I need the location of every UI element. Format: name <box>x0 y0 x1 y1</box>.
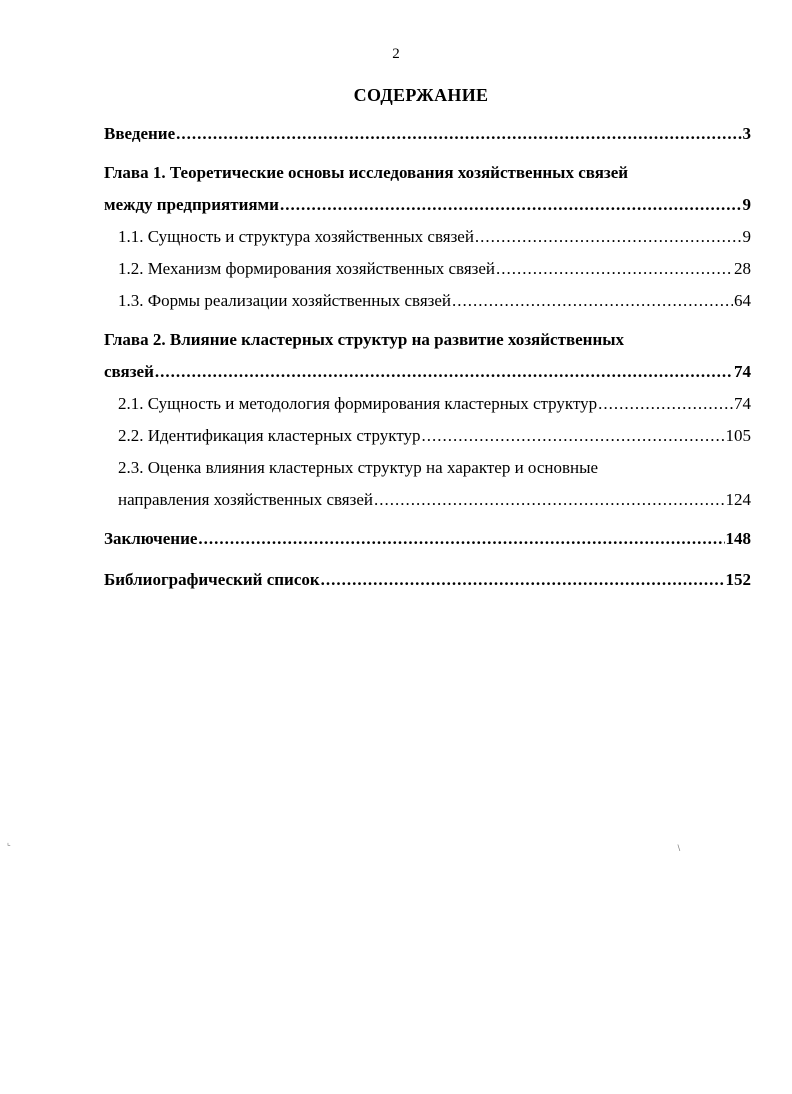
dot-leader <box>422 425 725 447</box>
toc-chapter2-heading: Глава 2. Влияние кластерных структур на развитие хозяйственных <box>104 330 625 349</box>
toc-entry-page: 9 <box>742 227 751 246</box>
dot-leader <box>198 528 724 550</box>
dot-leader <box>374 489 725 511</box>
toc-entry-text: между предприятиями <box>104 195 279 214</box>
dot-leader <box>452 290 733 312</box>
page-number: 2 <box>392 46 400 62</box>
dot-leader <box>496 258 733 280</box>
toc-entry-chapter1 <box>104 194 751 216</box>
toc-entry-page: 74 <box>734 362 751 381</box>
toc-entry-text: направления хозяйственных связей <box>118 490 373 509</box>
toc-entry-page: 148 <box>725 529 751 548</box>
toc-entry-page: 105 <box>725 426 751 445</box>
toc-chapter1-heading: Глава 1. Теоретические основы исследования хозяйственных связей <box>104 163 629 182</box>
toc-entry-text: Заключение <box>104 529 198 548</box>
toc-entry-section-2-1 <box>104 393 751 415</box>
dot-leader <box>176 123 741 145</box>
toc-entry-section-1-3 <box>104 290 751 312</box>
toc-entry-page: 3 <box>742 124 751 143</box>
toc-entry-text: 2.1. Сущность и методология формирования кластерных структур <box>118 394 598 413</box>
toc-entry-text: Введение <box>104 124 176 143</box>
dot-leader <box>475 226 742 248</box>
toc-entry-chapter2 <box>104 361 751 383</box>
toc-entry-text: 2.2. Идентификация кластерных структур <box>118 426 421 445</box>
toc-entry-text: 1.3. Формы реализации хозяйственных связей <box>118 291 452 310</box>
dot-leader <box>598 393 733 415</box>
toc-entry-section-1-2 <box>104 258 751 280</box>
table-of-contents <box>104 123 751 591</box>
toc-entry-page: 28 <box>734 259 751 278</box>
toc-entry-introduction <box>104 123 751 145</box>
toc-entry-text: связей <box>104 362 154 381</box>
dot-leader <box>321 569 725 591</box>
toc-entry-section-1-1 <box>104 226 751 248</box>
scan-speck: ⌞ <box>7 838 11 847</box>
dot-leader <box>155 361 733 383</box>
dot-leader <box>280 194 742 216</box>
toc-entry-page: 74 <box>734 394 751 413</box>
scan-speck: ∖ <box>676 844 682 853</box>
toc-entry-text: Библиографический список <box>104 570 320 589</box>
toc-entry-page: 124 <box>725 490 751 509</box>
toc-entry-text: 1.1. Сущность и структура хозяйственных связей <box>118 227 474 246</box>
toc-entry-page: 9 <box>742 195 751 214</box>
toc-section-2-3-heading: 2.3. Оценка влияния кластерных структур на характер и основные <box>118 458 599 477</box>
toc-entry-section-2-2 <box>104 425 751 447</box>
toc-entry-bibliography <box>104 569 751 591</box>
toc-entry-conclusion <box>104 528 751 550</box>
toc-entry-page: 152 <box>725 570 751 589</box>
toc-entry-page: 64 <box>734 291 751 310</box>
toc-entry-section-2-3 <box>104 489 751 511</box>
page-title: СОДЕРЖАНИЕ <box>353 85 489 105</box>
toc-entry-text: 1.2. Механизм формирования хозяйственных связей <box>118 259 496 278</box>
